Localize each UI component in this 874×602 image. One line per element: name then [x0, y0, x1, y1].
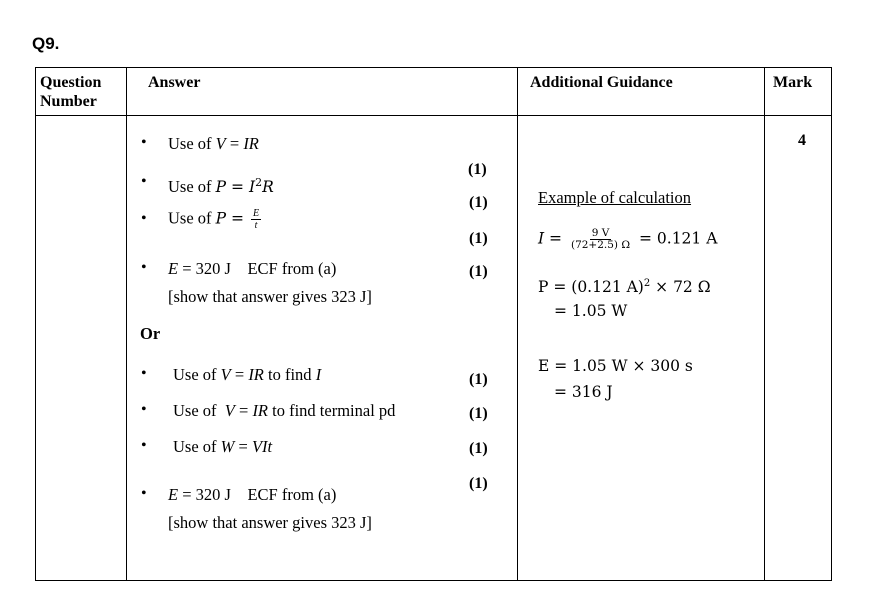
question-label: Q9. — [32, 34, 60, 53]
header-mark: Mark — [773, 74, 813, 91]
answer-item-2: Use of $P = I^2R$ — [168, 176, 274, 197]
answer-item-3: Use of P = $\frac{E}{t}$ — [168, 208, 260, 231]
answer-item-7: Use of W = VIt — [173, 437, 273, 456]
answer-note: [show that answer gives 323 J] — [168, 513, 372, 532]
answer-bullet: • — [141, 485, 147, 502]
answer-bullet: • — [141, 259, 147, 276]
column-divider — [764, 68, 765, 580]
answer-bullet: • — [141, 210, 147, 227]
column-divider — [517, 68, 518, 580]
answer-item-5: Use of V = IR to find I — [173, 365, 322, 384]
header-divider — [36, 115, 831, 116]
column-divider — [126, 68, 127, 580]
fraction: $\frac{9 V}{(72+2.5) \Omega}$ — [570, 227, 631, 251]
mark-1: (1) — [469, 405, 488, 422]
answer-item-4: E = 320 J ECF from (a) — [168, 259, 337, 278]
header-answer: Answer — [148, 74, 201, 91]
mark-1: (1) — [469, 230, 488, 247]
or-label: Or — [140, 324, 161, 343]
answer-item-6: Use of V = IR to find terminal pd — [173, 401, 396, 420]
mark-1: (1) — [469, 440, 488, 457]
guidance-line-power-result: = 1.05 W — [554, 302, 628, 320]
mark-1: (1) — [469, 194, 488, 211]
answer-bullet: • — [141, 437, 147, 454]
answer-bullet: • — [141, 365, 147, 382]
answer-bullet: • — [141, 134, 147, 151]
guidance-line-energy-result: = 316 J — [554, 383, 613, 401]
mark-value: 4 — [798, 132, 806, 149]
guidance-line-current: I = $\frac{9 V}{(72+2.5) \Omega}$ = 0.121 A — [538, 227, 718, 251]
mark-1: (1) — [469, 371, 488, 388]
header-question-number: Question Number — [40, 74, 102, 110]
header-additional-guidance: Additional Guidance — [530, 74, 673, 91]
fraction: $\frac{E}{t}$ — [252, 208, 260, 231]
answer-bullet: • — [141, 401, 147, 418]
mark-1: (1) — [469, 263, 488, 280]
mark-1: (1) — [468, 161, 487, 178]
guidance-line-energy: E = 1.05 W × 300 s — [538, 357, 693, 375]
guidance-title: Example of calculation — [538, 188, 692, 207]
answer-bullet: • — [141, 173, 147, 190]
mark-1: (1) — [469, 475, 488, 492]
mark-scheme-table — [35, 67, 832, 581]
answer-item-1: Use of V = IR — [168, 134, 259, 153]
answer-item-8: E = 320 J ECF from (a) — [168, 485, 337, 504]
answer-note: [show that answer gives 323 J] — [168, 287, 372, 306]
guidance-line-power: P = (0.121 A)$^2$ × 72 Ω — [538, 278, 711, 297]
